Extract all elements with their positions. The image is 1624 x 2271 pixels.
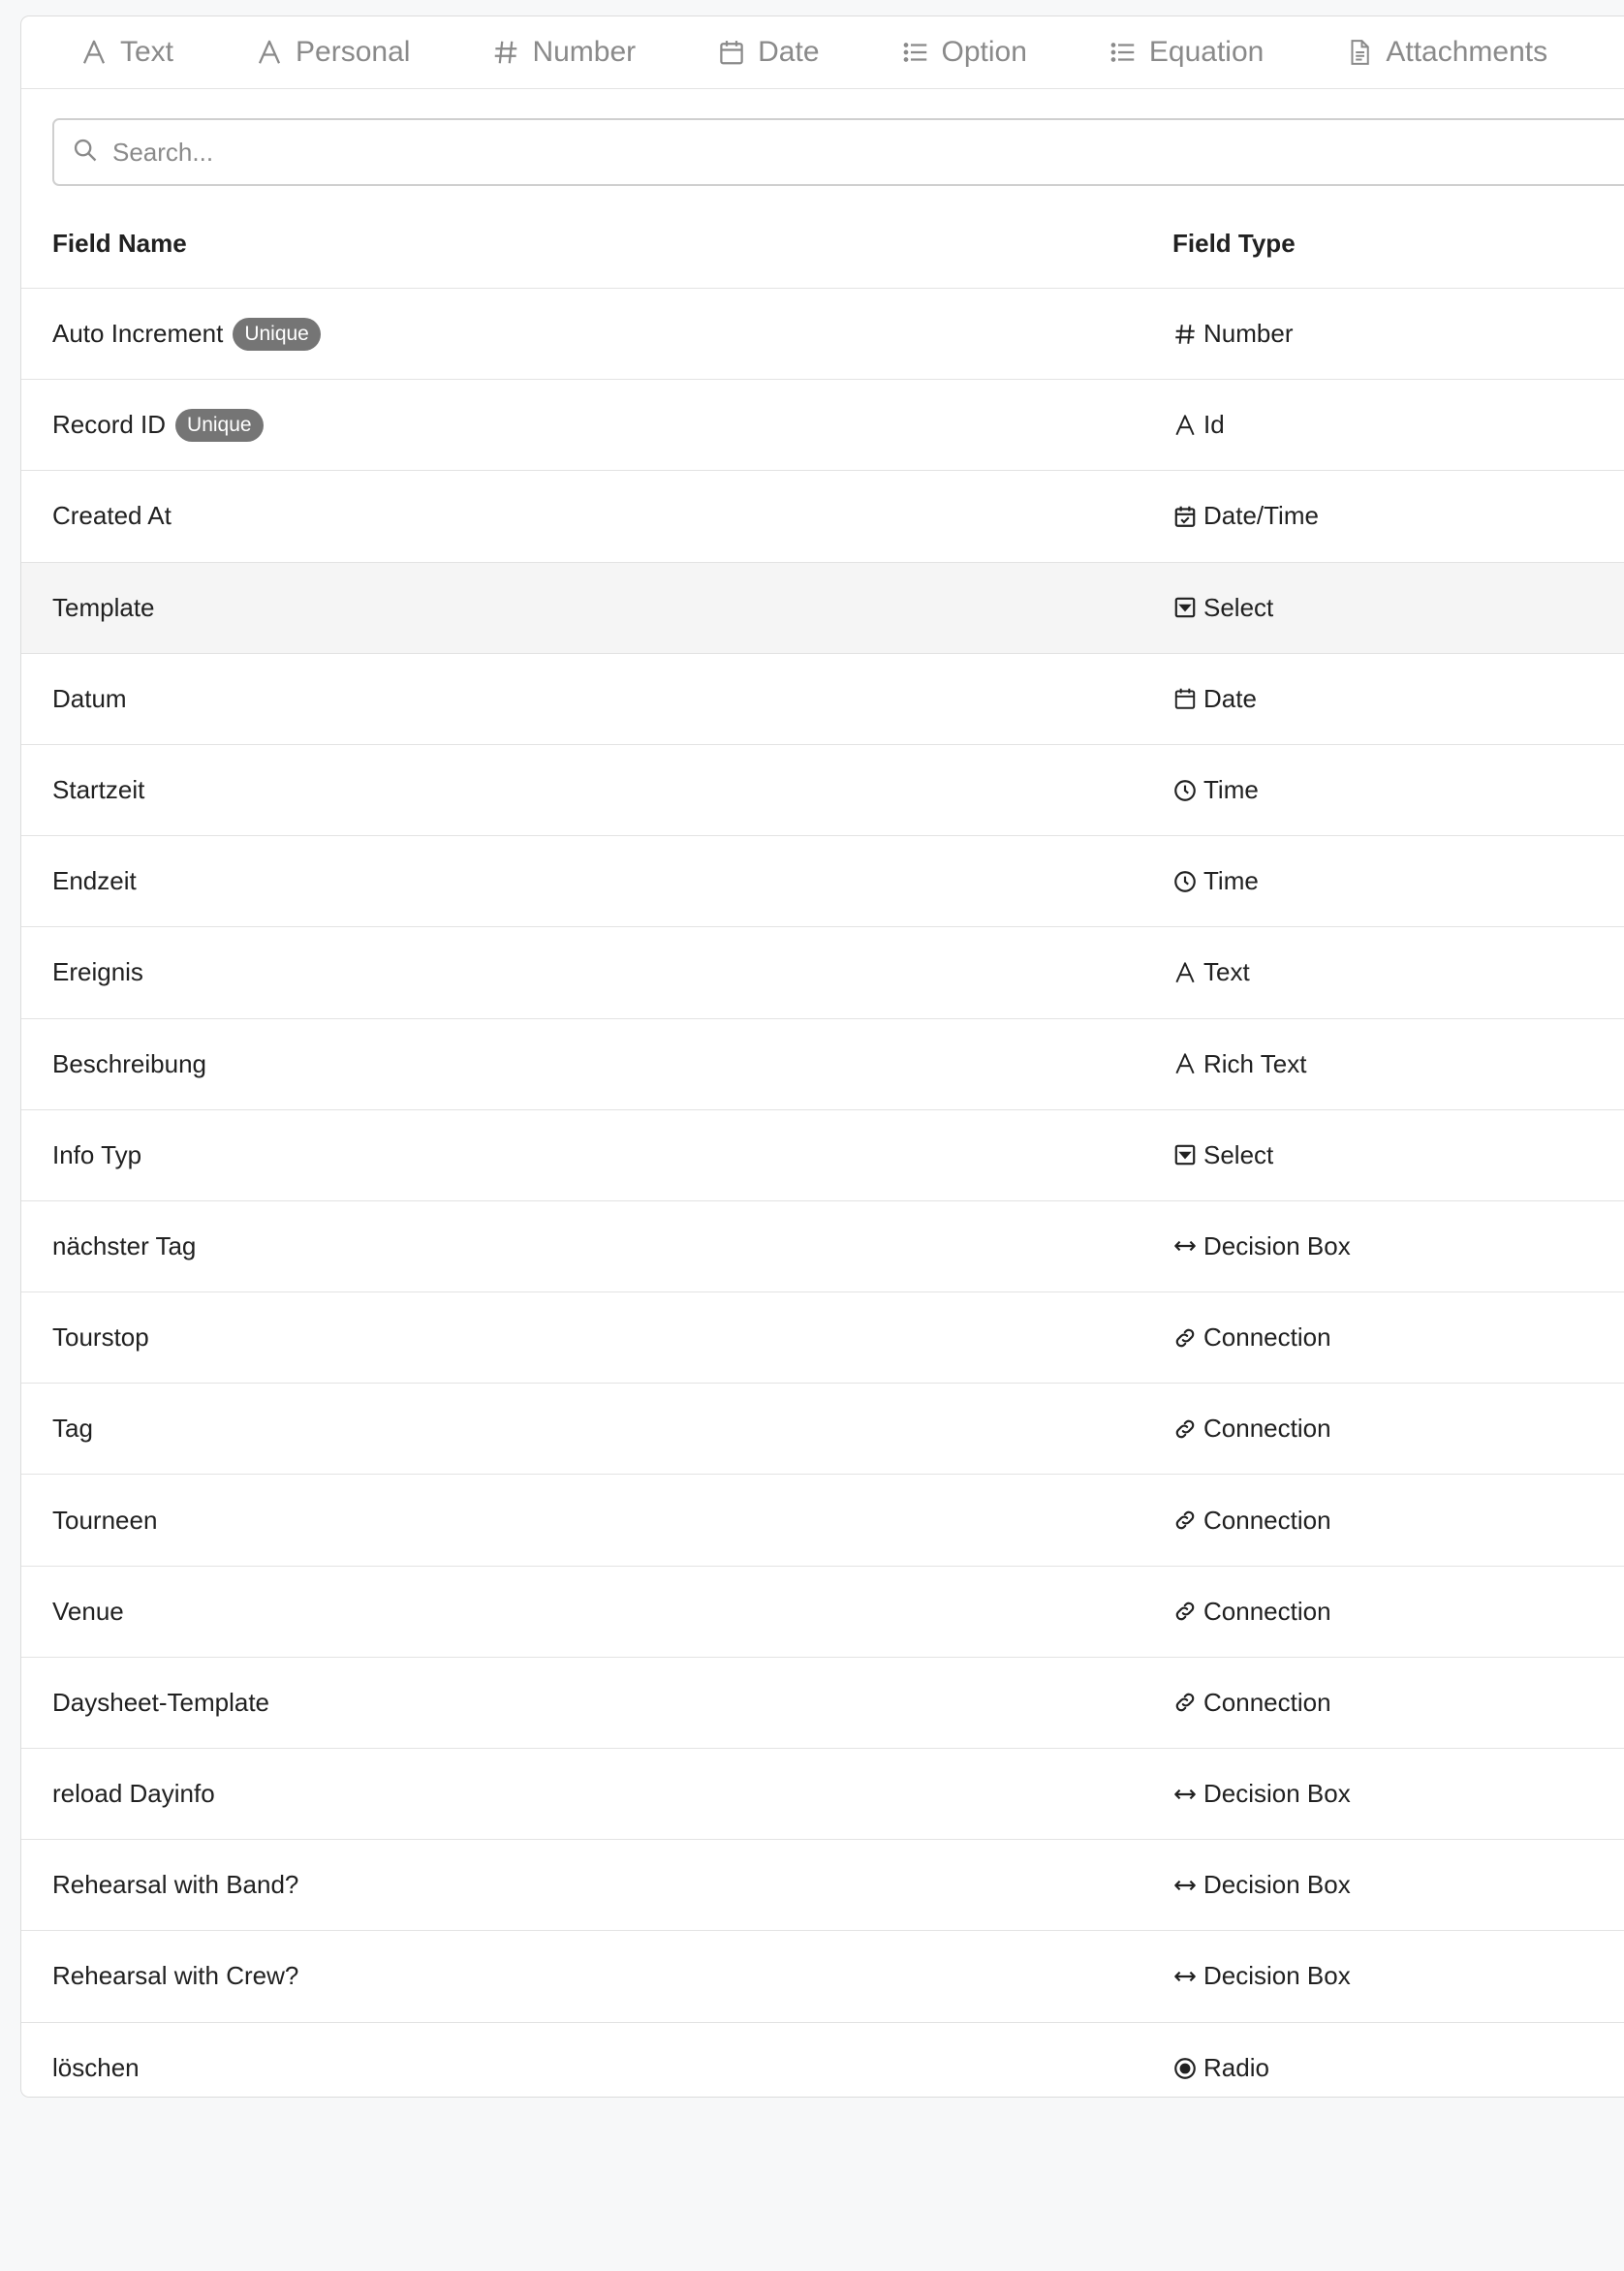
field-type: Connection: [1203, 1322, 1331, 1353]
table-row[interactable]: [21, 654, 1624, 745]
field-type-cell: [1172, 501, 1319, 531]
field-type-cell: [1172, 1231, 1351, 1261]
table-row[interactable]: [21, 836, 1624, 927]
table-row[interactable]: [21, 2023, 1624, 2098]
tab-label: Equation: [1148, 36, 1265, 68]
clock-icon: [1172, 778, 1198, 803]
field-type-cell: [1172, 410, 1225, 440]
field-type-cell: [1172, 1961, 1351, 1991]
text-a-icon: [1172, 413, 1198, 438]
tab-label: Attachments: [1386, 36, 1548, 68]
field-type: Select: [1203, 592, 1274, 622]
field-type: Date: [1203, 683, 1257, 713]
table-row[interactable]: [21, 1292, 1624, 1384]
field-type: Decision Box: [1203, 1230, 1351, 1260]
link-icon: [1172, 1508, 1198, 1533]
table-header: [21, 199, 1624, 289]
field-type-cell: [1172, 1049, 1306, 1079]
field-name-cell: [52, 1961, 298, 1991]
field-type: Select: [1203, 1139, 1274, 1169]
field-type: Connection: [1203, 1505, 1331, 1535]
field-type-cell: [1172, 1506, 1331, 1536]
table-row[interactable]: [21, 1931, 1624, 2022]
field-name: Startzeit: [52, 775, 145, 805]
field-name: nächster Tag: [52, 1230, 197, 1260]
table-row[interactable]: [21, 1019, 1624, 1110]
arrows-horizontal-icon: [1172, 1873, 1198, 1898]
field-type: Decision Box: [1203, 1779, 1351, 1809]
field-name: Rehearsal with Band?: [52, 1870, 299, 1900]
field-name: löschen: [52, 2053, 140, 2083]
field-type: Decision Box: [1203, 1870, 1351, 1900]
field-type-cell: [1172, 684, 1257, 714]
hash-icon: [1172, 322, 1198, 347]
tab-option[interactable]: [901, 36, 1027, 69]
search-input[interactable]: [110, 137, 1471, 169]
field-type: Id: [1203, 410, 1225, 440]
link-icon: [1172, 1416, 1198, 1442]
clock-icon: [1172, 869, 1198, 894]
table-row[interactable]: [21, 563, 1624, 654]
hash-icon: [491, 38, 520, 67]
tab-date[interactable]: [717, 36, 819, 69]
arrows-horizontal-icon: [1172, 1782, 1198, 1807]
field-type-cell: [1172, 1140, 1273, 1170]
field-name: Beschreibung: [52, 1048, 206, 1078]
table-row[interactable]: [21, 1475, 1624, 1566]
tab-text[interactable]: [79, 36, 173, 69]
list-icon: [1109, 38, 1138, 67]
field-type-cell: [1172, 1779, 1351, 1809]
field-type-cell: [1172, 319, 1293, 349]
field-name: Ereignis: [52, 957, 143, 987]
link-icon: [1172, 1690, 1198, 1715]
field-name: Info Typ: [52, 1139, 142, 1169]
select-icon: [1172, 595, 1198, 620]
field-type-cell: [1172, 1597, 1331, 1627]
field-type: Text: [1203, 957, 1250, 987]
field-type: Connection: [1203, 1414, 1331, 1444]
field-type: Number: [1203, 319, 1294, 349]
list-icon: [901, 38, 930, 67]
table-row[interactable]: [21, 289, 1624, 380]
field-type: Radio: [1203, 2053, 1269, 2083]
field-name-cell: [52, 1231, 196, 1261]
field-name-cell: [52, 866, 137, 896]
field-type-cell: [1172, 1870, 1351, 1900]
field-name-cell: [52, 1688, 269, 1718]
field-type: Connection: [1203, 1596, 1331, 1626]
table-row[interactable]: [21, 1201, 1624, 1292]
tab-number[interactable]: [491, 36, 636, 69]
field-name-cell: [52, 957, 143, 987]
table-row[interactable]: [21, 1840, 1624, 1931]
field-name-cell: [52, 318, 321, 351]
field-type: Date/Time: [1203, 501, 1319, 531]
field-type: Time: [1203, 775, 1259, 805]
calendar-icon: [717, 38, 746, 67]
link-icon: [1172, 1599, 1198, 1624]
radio-icon: [1172, 2056, 1198, 2081]
unique-badge: Unique: [175, 409, 264, 442]
table-row[interactable]: [21, 471, 1624, 562]
field-type: Decision Box: [1203, 1961, 1351, 1991]
tab-equation[interactable]: [1109, 36, 1264, 69]
field-type-cell: [1172, 957, 1250, 987]
field-name-cell: [52, 501, 172, 531]
column-header-field-type[interactable]: Field Type: [1172, 228, 1296, 258]
table-row[interactable]: [21, 1567, 1624, 1658]
table-row[interactable]: [21, 1749, 1624, 1840]
field-name: Auto Increment: [52, 319, 224, 349]
field-name-cell: [52, 1506, 157, 1536]
field-type: Rich Text: [1203, 1048, 1307, 1078]
select-icon: [1172, 1142, 1198, 1167]
field-type-cell: [1172, 866, 1259, 896]
field-type: Time: [1203, 866, 1259, 896]
arrows-horizontal-icon: [1172, 1233, 1198, 1259]
field-name: Venue: [52, 1596, 124, 1626]
field-type-cell: [1172, 775, 1259, 805]
field-name: Tourneen: [52, 1505, 158, 1535]
field-name-cell: [52, 593, 155, 623]
fields-card: [20, 16, 1624, 2098]
search-box[interactable]: [52, 118, 1624, 186]
text-a-icon: [1172, 960, 1198, 985]
tab-label: Option: [941, 36, 1027, 68]
field-type: Connection: [1203, 1687, 1331, 1717]
tab-label: Personal: [296, 36, 411, 68]
field-name-cell: [52, 1870, 298, 1900]
search-icon: [72, 137, 99, 169]
field-type-tabs: [21, 16, 1624, 89]
column-header-field-name[interactable]: Field Name: [52, 228, 187, 258]
field-type-cell: [1172, 2053, 1269, 2083]
field-name-cell: [52, 1779, 215, 1809]
tab-label: Number: [532, 36, 637, 68]
field-name: Created At: [52, 501, 172, 531]
document-icon: [1345, 38, 1374, 67]
text-a-icon: [79, 38, 109, 67]
table-row[interactable]: [21, 1658, 1624, 1749]
field-name-cell: [52, 1597, 124, 1627]
field-name: Tourstop: [52, 1322, 149, 1353]
tab-label: Date: [758, 36, 820, 68]
search-container: [21, 89, 1624, 186]
field-name: Datum: [52, 683, 127, 713]
text-a-icon: [255, 38, 284, 67]
field-name-cell: [52, 684, 127, 714]
calendar-icon: [1172, 686, 1198, 711]
field-name: Record ID: [52, 410, 167, 440]
field-name-cell: [52, 775, 144, 805]
field-name: Tag: [52, 1414, 93, 1444]
field-name: reload Dayinfo: [52, 1779, 215, 1809]
table-row[interactable]: [21, 380, 1624, 471]
field-type-cell: [1172, 1688, 1331, 1718]
field-name-cell: [52, 2053, 140, 2083]
tab-personal[interactable]: [255, 36, 410, 69]
unique-badge: Unique: [233, 318, 321, 351]
table-row[interactable]: [21, 745, 1624, 836]
tab-attachments[interactable]: [1345, 36, 1547, 69]
field-name-cell: [52, 409, 264, 442]
field-name: Daysheet-Template: [52, 1687, 269, 1717]
table-row[interactable]: [21, 927, 1624, 1018]
table-row[interactable]: [21, 1110, 1624, 1201]
link-icon: [1172, 1325, 1198, 1351]
field-type-cell: [1172, 593, 1273, 623]
calendar-check-icon: [1172, 504, 1198, 529]
field-type-cell: [1172, 1414, 1331, 1444]
table-row[interactable]: [21, 1384, 1624, 1475]
field-name-cell: [52, 1049, 206, 1079]
field-name-cell: [52, 1140, 141, 1170]
field-name-cell: [52, 1322, 149, 1353]
tab-label: Text: [120, 36, 174, 68]
field-name: Template: [52, 592, 155, 622]
table-body: [21, 289, 1624, 2098]
field-name: Rehearsal with Crew?: [52, 1961, 299, 1991]
field-name-cell: [52, 1414, 93, 1444]
field-name: Endzeit: [52, 866, 137, 896]
arrows-horizontal-icon: [1172, 1964, 1198, 1989]
field-type-cell: [1172, 1322, 1331, 1353]
text-a-icon: [1172, 1051, 1198, 1076]
